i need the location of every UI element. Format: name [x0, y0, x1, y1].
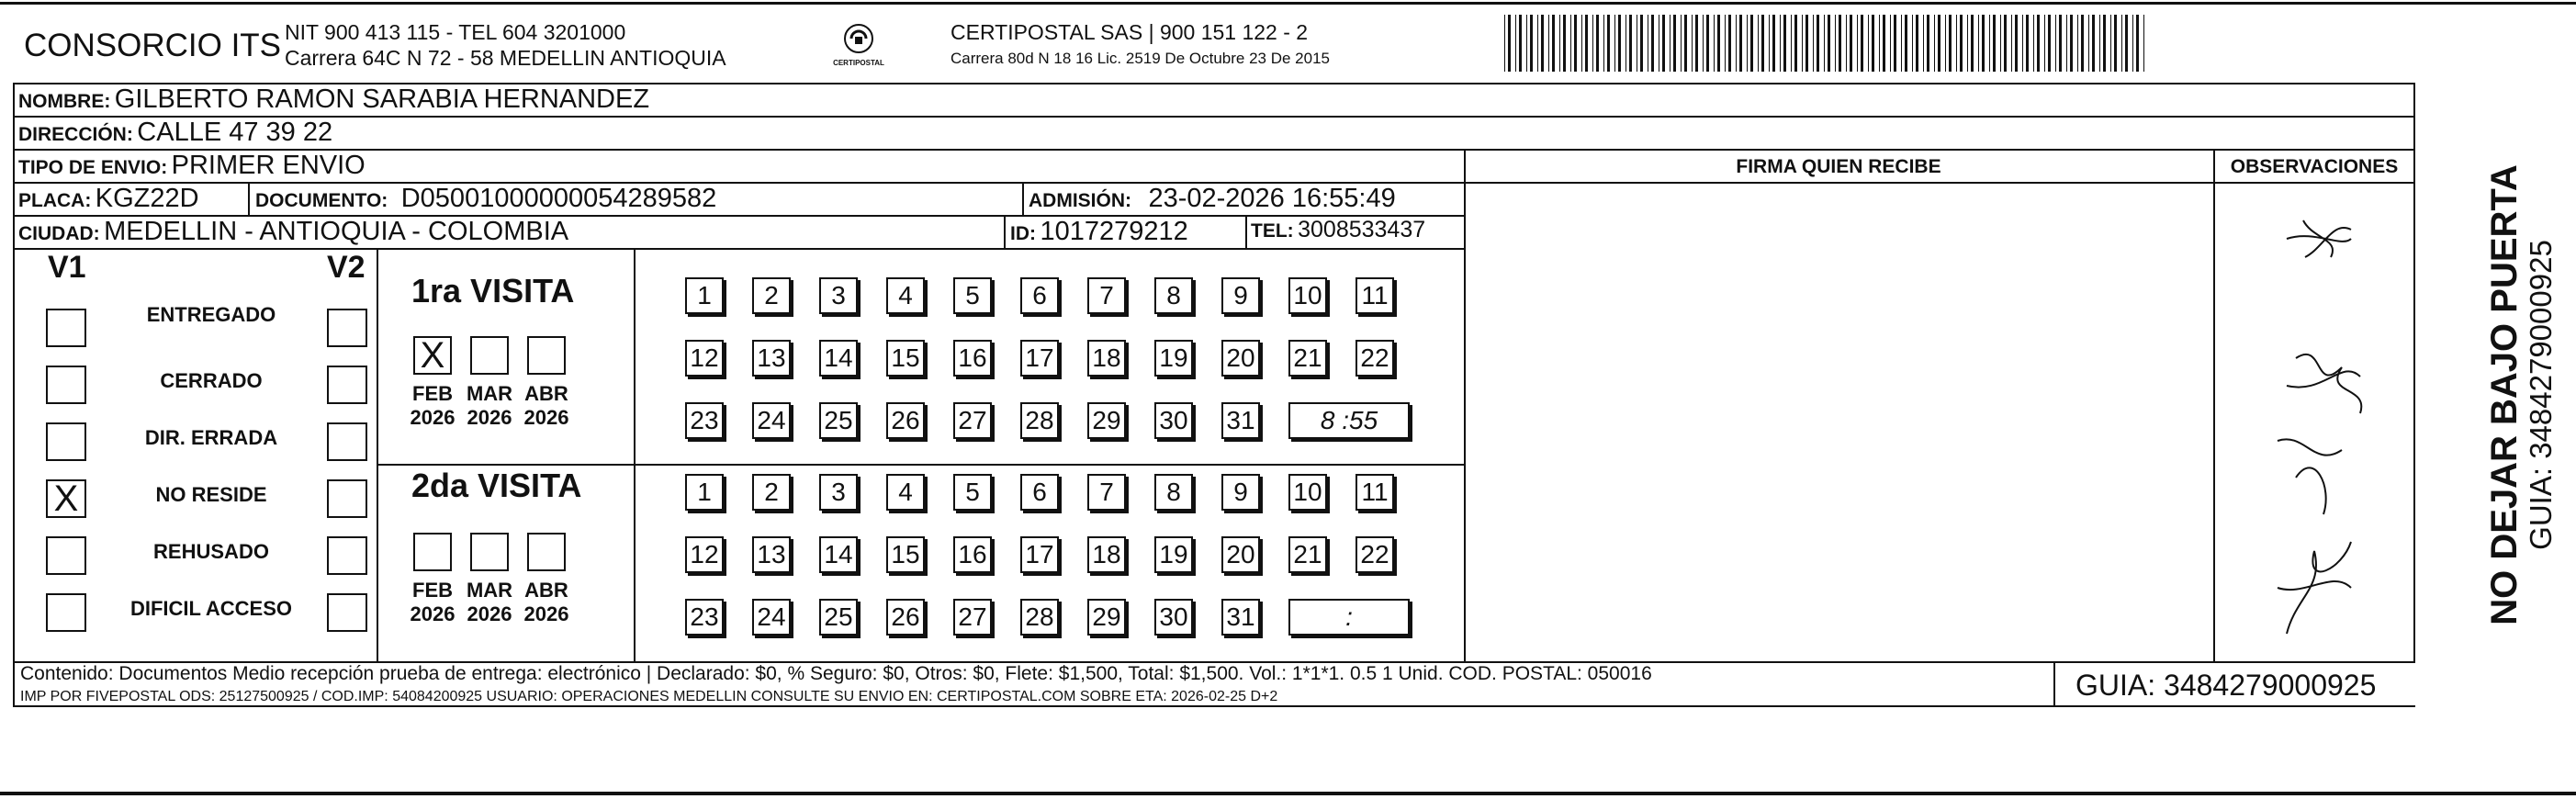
v2-label: V2	[327, 250, 366, 285]
courier-name: CERTIPOSTAL SAS | 900 151 122 - 2	[951, 20, 1309, 44]
top-border	[0, 2, 2576, 5]
side-notice	[2434, 92, 2558, 661]
day-number: 6	[1032, 281, 1047, 309]
month-label	[404, 382, 461, 430]
v2-checkbox[interactable]	[327, 309, 367, 347]
shipping-type-label: TIPO DE ENVIO:	[18, 157, 168, 178]
day-box[interactable]	[1154, 402, 1193, 439]
v2-check-mark	[329, 595, 366, 630]
month-year: 2026	[467, 406, 512, 429]
day-box[interactable]	[752, 402, 791, 439]
day-box[interactable]	[1087, 474, 1126, 511]
day-box[interactable]	[1355, 536, 1394, 573]
v1-checkbox[interactable]	[46, 536, 86, 575]
day-number: 26	[891, 602, 920, 631]
col-line-footer-guide	[2053, 661, 2055, 707]
city-value: MEDELLIN - ANTIOQUIA - COLOMBIA	[104, 217, 569, 246]
day-box[interactable]	[1221, 402, 1260, 439]
day-number: 26	[891, 406, 920, 434]
address-label: DIRECCIÓN:	[18, 124, 133, 145]
day-number: 7	[1099, 478, 1114, 506]
recipient-name: GILBERTO RAMON SARABIA HERNANDEZ	[114, 84, 650, 114]
day-box[interactable]	[1355, 277, 1394, 314]
day-number: 10	[1293, 478, 1322, 506]
day-number: 14	[824, 343, 853, 372]
footer-guide: GUIA: 3484279000925	[2075, 669, 2377, 702]
day-number: 24	[757, 406, 786, 434]
time-value: 8 :55	[1320, 406, 1378, 434]
day-number: 9	[1233, 281, 1248, 309]
courier-license: Carrera 80d N 18 16 Lic. 2519 De Octubre 23 De 2015	[951, 50, 1330, 67]
day-number: 31	[1226, 602, 1255, 631]
bottom-border	[0, 792, 2576, 795]
footer-imp: IMP POR FIVEPOSTAL ODS: 25127500925 / COD.IMP: 54084200925 USUARIO: OPERACIONES MEDELLIN CONSULTE SU ENVIO EN: CERTIPOSTAL.COM SOBRE ETA: 2026-02-25 D+2	[20, 689, 1278, 704]
month-name: ABR	[524, 382, 568, 405]
company-name: CONSORCIO ITS	[24, 28, 282, 63]
day-number: 13	[757, 343, 786, 372]
v1-checkbox[interactable]	[46, 479, 86, 518]
day-box[interactable]	[886, 277, 925, 314]
month-check-mark	[529, 338, 564, 373]
day-box[interactable]	[953, 340, 992, 377]
day-number: 29	[1092, 602, 1121, 631]
v1-checkbox[interactable]	[46, 309, 86, 347]
day-box[interactable]	[1020, 599, 1059, 636]
day-number: 2	[764, 478, 779, 506]
admission-row	[1029, 184, 1396, 214]
day-number: 28	[1025, 602, 1054, 631]
day-number: 1	[697, 281, 712, 309]
day-box[interactable]	[819, 402, 858, 439]
month-year: 2026	[467, 602, 512, 625]
day-box[interactable]	[685, 474, 724, 511]
day-box[interactable]	[752, 340, 791, 377]
status-label: CERRADO	[160, 369, 263, 392]
day-number: 16	[958, 540, 987, 568]
day-number: 23	[690, 602, 719, 631]
day-box[interactable]	[1221, 340, 1260, 377]
day-number: 25	[824, 406, 853, 434]
col-line-visits	[377, 248, 378, 661]
day-number: 19	[1159, 343, 1188, 372]
footer-content: Contenido: Documentos Medio recepción prueba de entrega: electrónico | Declarado: $0, % Seguro: $0, Otros: $0, Flete: $1,500, Total: $1,500. Vol.: 1*1*1. 0.5 1 Unid. COD. POSTAL: 050016	[20, 663, 1652, 684]
v1-checkbox[interactable]	[46, 422, 86, 461]
day-number: 14	[824, 540, 853, 568]
plate-row	[18, 184, 199, 214]
day-number: 15	[891, 343, 920, 372]
day-box[interactable]	[1020, 474, 1059, 511]
day-box[interactable]	[953, 277, 992, 314]
col-line-tel	[1245, 215, 1247, 248]
v2-check-mark	[329, 310, 366, 345]
month-label	[461, 382, 518, 430]
first-visit-title: 1ra VISITA	[411, 272, 575, 309]
day-box[interactable]	[886, 599, 925, 636]
day-number: 27	[958, 602, 987, 631]
month-name: FEB	[412, 579, 453, 602]
city-label: CIUDAD:	[18, 223, 100, 244]
day-number: 11	[1361, 478, 1389, 506]
v1-check-mark: X	[53, 478, 79, 519]
day-box[interactable]	[953, 402, 992, 439]
day-box[interactable]	[1154, 340, 1193, 377]
day-number: 25	[824, 602, 853, 631]
day-box[interactable]	[953, 536, 992, 573]
row-line-mid	[377, 464, 1464, 466]
v2-checkbox[interactable]	[327, 536, 367, 575]
month-name: MAR	[466, 579, 513, 602]
day-box[interactable]	[685, 340, 724, 377]
sig-header-line	[1464, 182, 2415, 184]
month-name: MAR	[466, 382, 513, 405]
day-box[interactable]	[752, 599, 791, 636]
time-value: :	[1345, 602, 1353, 631]
certipostal-logo-icon	[831, 20, 886, 75]
day-number: 9	[1233, 478, 1248, 506]
tel-row	[1251, 217, 1425, 243]
month-year: 2026	[410, 602, 456, 625]
day-number: 22	[1360, 540, 1389, 568]
v1-check-mark	[48, 424, 84, 459]
day-number: 18	[1092, 343, 1121, 372]
time-box[interactable]	[1288, 599, 1410, 636]
day-box[interactable]	[1087, 402, 1126, 439]
month-check-mark: X	[420, 335, 445, 376]
day-number: 30	[1159, 406, 1188, 434]
day-box[interactable]	[1288, 340, 1327, 377]
day-number: 22	[1360, 343, 1389, 372]
handwritten-signature	[2222, 202, 2406, 652]
day-number: 28	[1025, 406, 1054, 434]
month-check-mark	[529, 535, 564, 569]
month-label	[461, 579, 518, 626]
shipping-type-row	[18, 151, 366, 181]
day-box[interactable]	[1154, 599, 1193, 636]
v2-check-mark	[329, 481, 366, 516]
day-box[interactable]	[1221, 474, 1260, 511]
day-box[interactable]	[819, 474, 858, 511]
day-number: 17	[1025, 343, 1054, 372]
day-number: 2	[764, 281, 779, 309]
day-box[interactable]	[819, 277, 858, 314]
v2-checkbox[interactable]	[327, 479, 367, 518]
day-number: 6	[1032, 478, 1047, 506]
day-box[interactable]	[1288, 277, 1327, 314]
col-line-signature	[1464, 149, 1466, 661]
v2-checkbox[interactable]	[327, 422, 367, 461]
v2-check-mark	[329, 424, 366, 459]
month-checkbox-mar[interactable]	[470, 533, 509, 571]
document-value: D05001000000054289582	[400, 184, 717, 213]
company-nit: NIT 900 413 115 - TEL 604 3201000	[285, 20, 626, 44]
barcode	[1504, 15, 2147, 72]
v2-checkbox[interactable]	[327, 593, 367, 632]
day-box[interactable]	[1020, 536, 1059, 573]
month-checkbox-feb[interactable]	[413, 533, 452, 571]
day-number: 3	[831, 478, 846, 506]
day-number: 21	[1293, 343, 1322, 372]
admission-value: 23-02-2026 16:55:49	[1148, 184, 1396, 213]
day-number: 4	[898, 281, 913, 309]
id-row	[1010, 217, 1188, 247]
status-label: REHUSADO	[153, 540, 269, 563]
day-number: 8	[1166, 478, 1181, 506]
admission-label: ADMISIÓN:	[1029, 190, 1131, 211]
col-line-admission	[1022, 182, 1024, 215]
city-row	[18, 217, 568, 247]
day-box[interactable]	[1221, 536, 1260, 573]
observations-header: OBSERVACIONES	[2230, 156, 2399, 177]
day-number: 13	[757, 540, 786, 568]
signature-header: FIRMA QUIEN RECIBE	[1736, 156, 1941, 177]
day-number: 12	[690, 343, 719, 372]
day-box[interactable]	[685, 536, 724, 573]
day-box[interactable]	[886, 402, 925, 439]
v1-check-mark	[48, 538, 84, 573]
day-number: 1	[697, 478, 712, 506]
day-box[interactable]	[1087, 340, 1126, 377]
v1-check-mark	[48, 595, 84, 630]
day-box[interactable]	[886, 474, 925, 511]
v1-check-mark	[48, 310, 84, 345]
status-label: DIFICIL ACCESO	[129, 597, 292, 620]
day-box[interactable]	[1288, 474, 1327, 511]
day-number: 5	[965, 478, 980, 506]
day-number: 19	[1159, 540, 1188, 568]
v2-check-mark	[329, 367, 366, 402]
recipient-address: CALLE 47 39 22	[137, 118, 333, 147]
day-number: 4	[898, 478, 913, 506]
day-number: 16	[958, 343, 987, 372]
v1-label: V1	[48, 250, 86, 285]
month-checkbox-abr[interactable]	[527, 533, 566, 571]
month-year: 2026	[523, 406, 569, 429]
day-number: 11	[1361, 281, 1389, 309]
row-line-1	[13, 116, 2415, 118]
day-box[interactable]	[1221, 599, 1260, 636]
month-name: FEB	[412, 382, 453, 405]
v1-checkbox[interactable]	[46, 366, 86, 404]
day-box[interactable]	[1355, 340, 1394, 377]
month-check-mark	[472, 338, 507, 373]
shipping-type: PRIMER ENVIO	[171, 151, 366, 180]
day-box[interactable]	[886, 340, 925, 377]
day-number: 3	[831, 281, 846, 309]
day-number: 20	[1226, 343, 1255, 372]
day-box[interactable]	[953, 599, 992, 636]
day-number: 27	[958, 406, 987, 434]
time-box[interactable]	[1288, 402, 1410, 439]
month-checkbox-abr[interactable]	[527, 336, 566, 375]
status-label: DIR. ERRADA	[144, 426, 278, 449]
document-row	[255, 184, 716, 214]
day-number: 24	[757, 602, 786, 631]
day-box[interactable]	[685, 277, 724, 314]
row-line-5	[13, 248, 1464, 250]
address-row	[18, 118, 332, 148]
day-number: 10	[1293, 281, 1322, 309]
month-year: 2026	[523, 602, 569, 625]
day-box[interactable]	[819, 340, 858, 377]
name-row	[18, 84, 649, 115]
day-box[interactable]	[1020, 340, 1059, 377]
day-box[interactable]	[685, 599, 724, 636]
status-label: NO RESIDE	[155, 483, 267, 506]
day-box[interactable]	[819, 536, 858, 573]
day-number: 23	[690, 406, 719, 434]
document-label: DOCUMENTO:	[255, 190, 388, 211]
day-box[interactable]	[886, 536, 925, 573]
day-box[interactable]	[1087, 277, 1126, 314]
month-checkbox-feb[interactable]	[413, 336, 452, 375]
status-label: ENTREGADO	[146, 303, 276, 326]
day-box[interactable]	[1020, 277, 1059, 314]
name-label: NOMBRE:	[18, 91, 111, 112]
v2-checkbox[interactable]	[327, 366, 367, 404]
row-line-2	[13, 149, 2415, 151]
day-box[interactable]	[1221, 277, 1260, 314]
id-label: ID:	[1010, 223, 1036, 244]
tel-value: 3008533437	[1298, 217, 1426, 242]
month-name: ABR	[524, 579, 568, 602]
day-box[interactable]	[819, 599, 858, 636]
v1-checkbox[interactable]	[46, 593, 86, 632]
month-label	[404, 579, 461, 626]
logo-text: CERTIPOSTAL	[833, 59, 884, 67]
day-box[interactable]	[1154, 474, 1193, 511]
day-number: 29	[1092, 406, 1121, 434]
month-check-mark	[415, 535, 450, 569]
day-number: 5	[965, 281, 980, 309]
v1-check-mark	[48, 367, 84, 402]
month-check-mark	[472, 535, 507, 569]
day-box[interactable]	[1020, 402, 1059, 439]
day-number: 20	[1226, 540, 1255, 568]
day-box[interactable]	[685, 402, 724, 439]
day-number: 15	[891, 540, 920, 568]
day-box[interactable]	[1154, 536, 1193, 573]
id-value: 1017279212	[1040, 217, 1188, 246]
tel-label: TEL:	[1251, 220, 1294, 242]
col-line-id	[1004, 215, 1006, 248]
day-number: 12	[690, 540, 719, 568]
day-number: 7	[1099, 281, 1114, 309]
day-number: 30	[1159, 602, 1188, 631]
day-number: 18	[1092, 540, 1121, 568]
plate-value: KGZ22D	[95, 184, 199, 213]
month-label	[518, 382, 575, 430]
side-notice-text: NO DEJAR BAJO PUERTA	[2484, 164, 2525, 625]
col-line-days	[634, 248, 636, 661]
v2-check-mark	[329, 538, 366, 573]
month-checkbox-mar[interactable]	[470, 336, 509, 375]
company-address: Carrera 64C N 72 - 58 MEDELLIN ANTIOQUIA	[285, 46, 726, 70]
day-box[interactable]	[752, 277, 791, 314]
col-line-plate	[248, 182, 250, 215]
month-year: 2026	[410, 406, 456, 429]
second-visit-title: 2da VISITA	[411, 467, 582, 504]
day-number: 17	[1025, 540, 1054, 568]
day-box[interactable]	[1355, 474, 1394, 511]
day-box[interactable]	[1087, 599, 1126, 636]
day-box[interactable]	[953, 474, 992, 511]
day-box[interactable]	[1087, 536, 1126, 573]
col-line-observations	[2213, 149, 2215, 661]
month-label	[518, 579, 575, 626]
day-number: 21	[1293, 540, 1322, 568]
day-box[interactable]	[1288, 536, 1327, 573]
side-guide-text: GUIA: 3484279000925	[2524, 240, 2558, 550]
day-box[interactable]	[752, 474, 791, 511]
day-number: 31	[1226, 406, 1255, 434]
plate-label: PLACA:	[18, 190, 92, 211]
day-number: 8	[1166, 281, 1181, 309]
day-box[interactable]	[1154, 277, 1193, 314]
day-box[interactable]	[752, 536, 791, 573]
